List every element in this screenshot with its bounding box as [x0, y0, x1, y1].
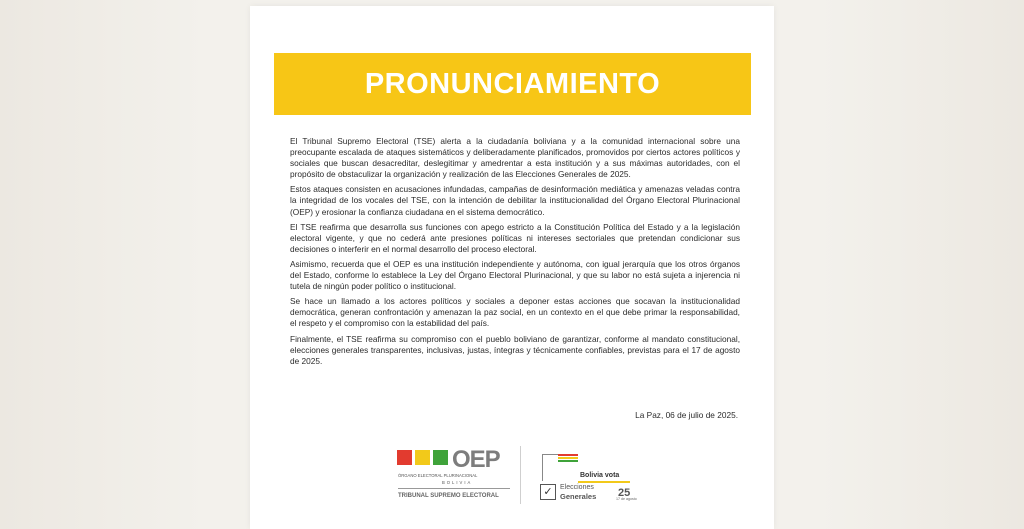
flag-yellow-bar — [558, 457, 578, 459]
checkmark-icon: ✓ — [540, 484, 556, 500]
paragraph: Asimismo, recuerda que el OEP es una institución independiente y autónoma, con igual jerarquía que los otros órganos del Estado, conforme lo establece la Ley del Órgano Electoral Plurinacional, y que su labor no está sujeta a injerencia ni tutela de ningún poder político o institucional. — [290, 258, 740, 292]
oep-country: BOLIVIA — [442, 480, 473, 485]
flag-red-bar — [558, 454, 578, 456]
document-page — [250, 6, 774, 529]
statement-body — [290, 136, 740, 371]
flag-green-bar — [558, 460, 578, 462]
date-line: La Paz, 06 de julio de 2025. — [635, 410, 738, 420]
paragraph: Estos ataques consisten en acusaciones infundadas, campañas de desinformación mediática y amenazas veladas contra la integridad de los vocales del TSE, con la intención de debilitar la institucionalidad del Órgano Electoral Plurinacional (OEP) y erosionar la confianza ciudadana en el sistema democrático. — [290, 184, 740, 217]
paragraph: El Tribunal Supremo Electoral (TSE) alerta a la ciudadanía boliviana y a la comunidad internacional sobre una preocupante escalada de ataques sistemáticos y deliberadamente planificados, promovidos por ciertos actores políticos y sociales que buscan desacreditar, deslegitimar y amedrentar a esta institución y a sus máximas autoridades, con el propósito de obstaculizar la organización y realización de las Elecciones Generales de 2025. — [290, 136, 740, 180]
page-title: PRONUNCIAMIENTO — [364, 67, 661, 100]
elecciones-logo — [538, 446, 648, 506]
paragraph: Se hace un llamado a los actores políticos y sociales a deponer estas acciones que socavan la institucionalidad democrática, generan confrontación y amenazan la paz social, en un contexto en el que debe primar la responsabilidad, el respeto y el compromiso con la estabilidad del país. — [290, 296, 740, 329]
paragraph: El TSE reafirma que desarrolla sus funciones con apego estricto a la Constitución Política del Estado y a la legislación electoral vigente, y que no cederá ante presiones políticas ni intereses sectoriales que pretendan condicionar sus decisiones o interferir en el normal desarrollo del proceso electoral. — [290, 221, 740, 254]
year-number: 25 — [618, 487, 631, 499]
generales-label: Generales — [560, 492, 597, 501]
elecciones-label: Elecciones — [560, 484, 594, 491]
election-date-small: 17 de agosto — [616, 497, 637, 501]
title-banner — [274, 53, 751, 115]
flag-red-square — [397, 450, 412, 465]
paragraph: Finalmente, el TSE reafirma su compromiso con el pueblo boliviano de garantizar, conforme al mandato constitucional, elecciones generales transparentes, inclusivas, justas, íntegras y técnicamente confiables, previstas para el 17 de agosto de 2025. — [290, 333, 740, 366]
oep-wordmark: OEP — [452, 446, 500, 473]
tagline-underline — [578, 481, 630, 483]
logo-divider — [520, 446, 521, 504]
oep-logo — [396, 446, 514, 506]
flag-yellow-square — [415, 450, 430, 465]
oep-tribunal-name: TRIBUNAL SUPREMO ELECTORAL — [398, 493, 499, 499]
flag-green-square — [433, 450, 448, 465]
oep-divider-line — [398, 488, 510, 489]
oep-organ-name: ÓRGANO ELECTORAL PLURINACIONAL — [398, 473, 478, 478]
bolivia-vota-tagline: Bolivia vota — [580, 472, 620, 479]
